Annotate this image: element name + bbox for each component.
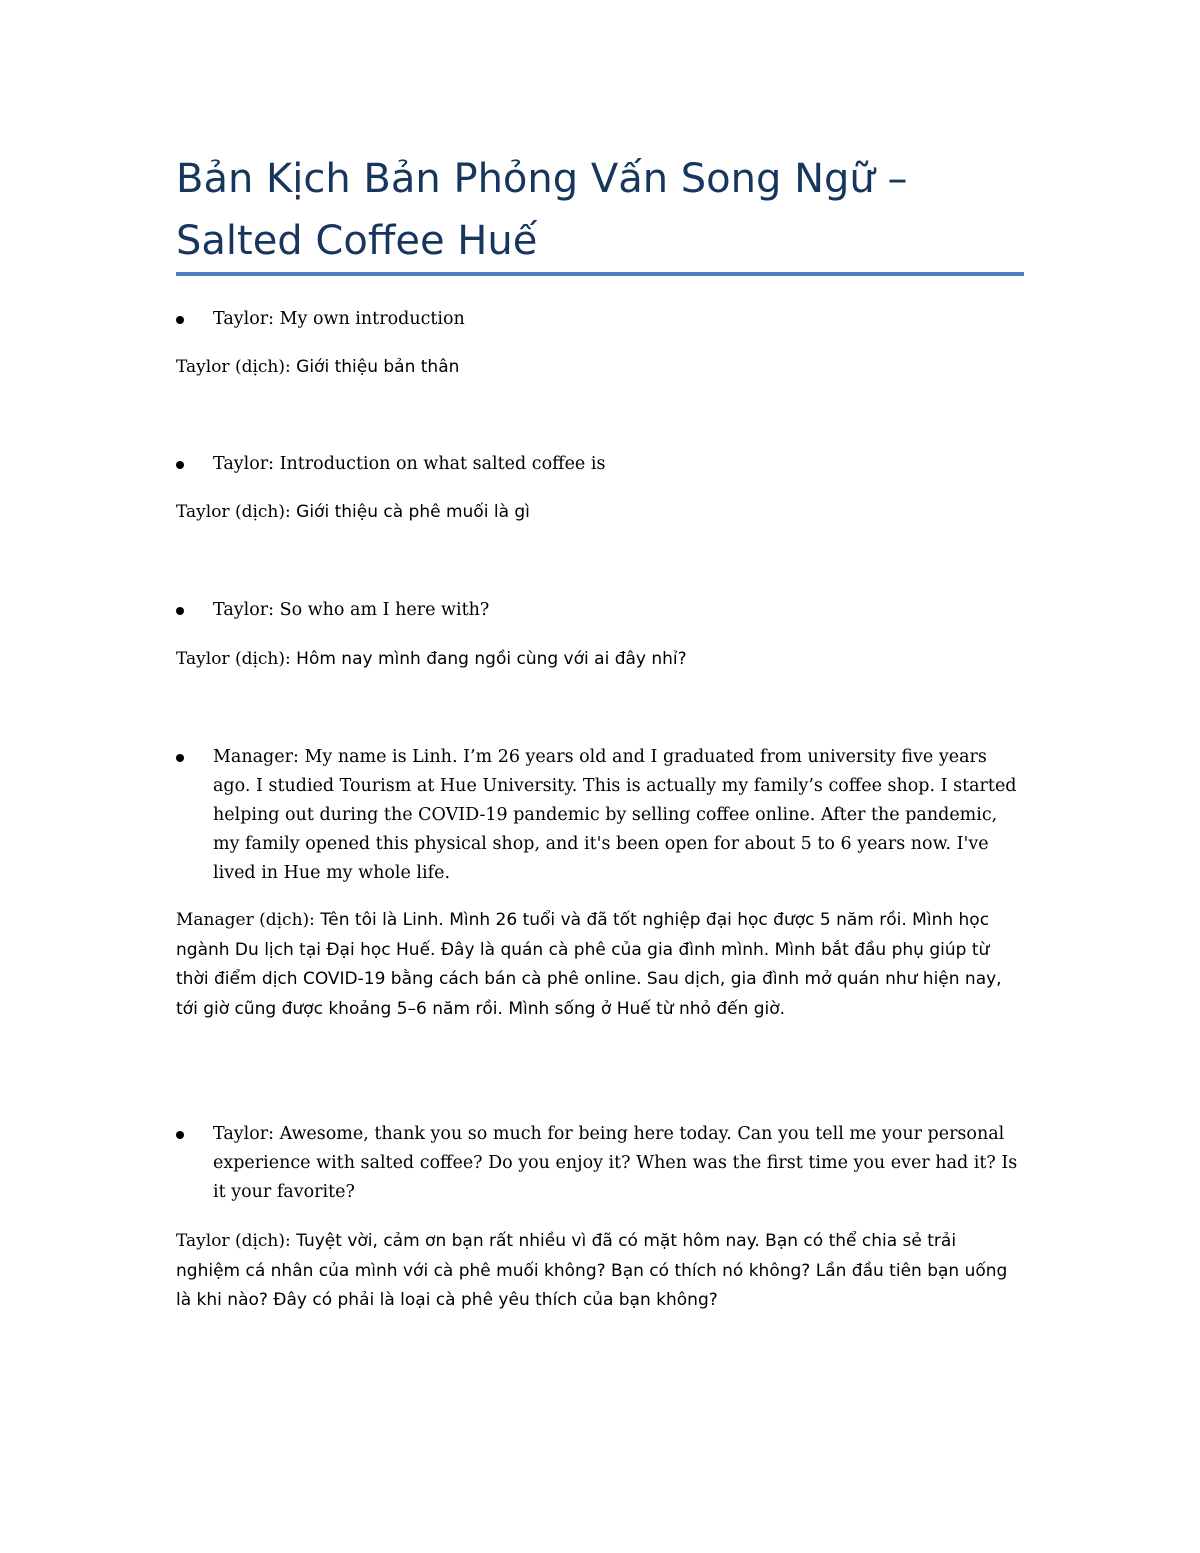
translation-text: Giới thiệu cà phê muối là gì: [296, 502, 530, 522]
bullet-dot-icon: [176, 1131, 184, 1139]
translation-speaker: Taylor (dịch):: [176, 357, 297, 377]
bullet-dot-icon: [176, 461, 184, 469]
speaker-label: Taylor:: [213, 309, 280, 329]
list-item: [176, 1120, 1024, 1207]
translation-paragraph: [176, 1227, 1024, 1316]
list-item: [176, 450, 1024, 479]
translation-paragraph: [176, 906, 1024, 1024]
translation-paragraph: [176, 498, 1024, 528]
speaker-label: Taylor:: [213, 600, 280, 620]
question-text: My own introduction: [279, 309, 465, 329]
translation-text: Tuyệt vời, cảm ơn bạn rất nhiều vì đã có mặt hôm nay. Bạn có thể chia sẻ trải nghiệm cá nhân của mình với cà phê muối không? Bạn có thích nó không? Lần đầu tiên bạn uống là khi nào? Đây có phải là loại cà phê yêu thích của bạn không?: [176, 1231, 1008, 1310]
question-text: Introduction on what salted coffee is: [279, 454, 606, 474]
translation-speaker: Manager (dịch):: [176, 910, 321, 930]
speaker-label: Manager:: [213, 747, 305, 767]
translation-speaker: Taylor (dịch):: [176, 1231, 297, 1251]
list-item: [176, 596, 1024, 625]
translation-speaker: Taylor (dịch):: [176, 649, 297, 669]
bullet-line: [176, 1120, 1024, 1207]
answer-text: My name is Linh. I’m 26 years old and I graduated from university five years ago. I studied Tourism at Hue University. This is actually my family’s coffee shop. I started helping out during the COVID-19 pandemic by selling coffee online. After the pandemic, my family opened this physical shop, and it's been open for about 5 to 6 years now. I've lived in Hue my whole life.: [213, 747, 1017, 883]
bullet-dot-icon: [176, 316, 184, 324]
question-text: So who am I here with?: [279, 600, 490, 620]
bullet-dot-icon: [176, 607, 184, 615]
speaker-label: Taylor:: [213, 454, 280, 474]
list-item: [176, 743, 1024, 888]
bullet-line: [176, 450, 1024, 479]
translation-speaker: Taylor (dịch):: [176, 502, 297, 522]
translation-text: Giới thiệu bản thân: [296, 357, 460, 377]
question-text: Awesome, thank you so much for being here today. Can you tell me your personal experience with salted coffee? Do you enjoy it? When was the first time you ever had it? Is it your favorite?: [213, 1124, 1018, 1202]
translation-paragraph: [176, 645, 1024, 675]
translation-text: Hôm nay mình đang ngồi cùng với ai đây nhỉ?: [296, 649, 687, 669]
bullet-dot-icon: [176, 754, 184, 762]
bullet-line: [176, 305, 1024, 334]
translation-paragraph: [176, 353, 1024, 383]
title-underline: [176, 272, 1024, 276]
list-item: [176, 305, 1024, 334]
bullet-line: [176, 596, 1024, 625]
translation-text: Tên tôi là Linh. Mình 26 tuổi và đã tốt nghiệp đại học được 5 năm rồi. Mình học ngành Du lịch tại Đại học Huế. Đây là quán cà phê của gia đình mình. Mình bắt đầu phụ giúp từ thời điểm dịch COVID-19 bằng cách bán cà phê online. Sau dịch, gia đình mở quán như hiện nay, tới giờ cũng được khoảng 5–6 năm rồi. Mình sống ở Huế từ nhỏ đến giờ.: [176, 910, 1002, 1019]
speaker-label: Taylor:: [213, 1124, 280, 1144]
document-title: Bản Kịch Bản Phỏng Vấn Song Ngữ – Salted Coffee Huế: [176, 156, 908, 264]
bullet-line: [176, 743, 1024, 888]
